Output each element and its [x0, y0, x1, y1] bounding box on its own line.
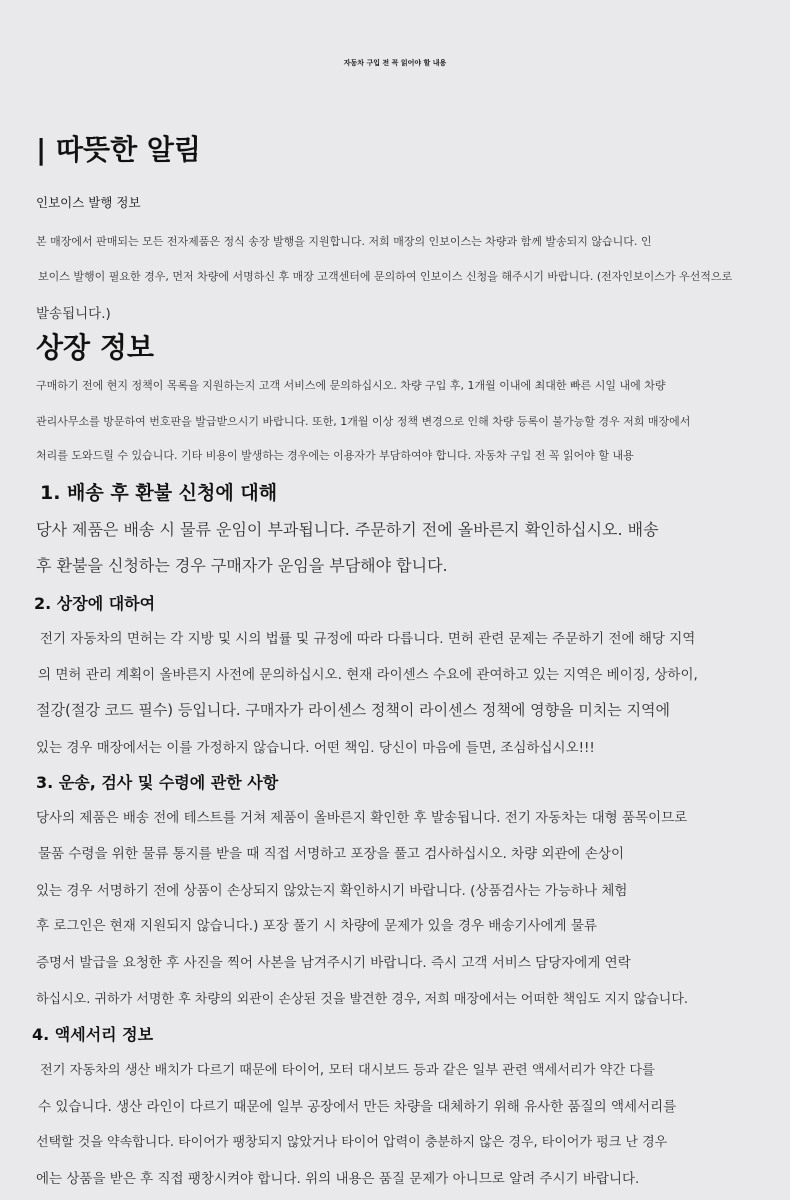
notice-heading: | 따뜻한 알림	[36, 133, 201, 166]
section-line: 증명서 발급을 요청한 후 사진을 찍어 사본을 남겨주시기 바랍니다. 즉시 고객 서비스 담당자에게 연락	[36, 955, 631, 971]
section-line: 당사의 제품은 배송 전에 테스트를 거쳐 제품이 올바른지 확인한 후 발송됩니다. 전기 자동차는 대형 품목이므로	[36, 810, 688, 826]
registration-line: 처리를 도와드릴 수 있습니다. 기타 비용이 발생하는 경우에는 이용자가 부담하여야 합니다. 자동차 구입 전 꼭 읽어야 할 내용	[36, 449, 634, 462]
registration-line: 관리사무소를 방문하여 번호판을 발급받으시기 바랍니다. 또한, 1개월 이상 정책 변경으로 인해 차량 등록이 불가능할 경우 저희 매장에서	[36, 415, 691, 428]
section-line: 에는 상품을 받은 후 직접 팽창시켜야 합니다. 위의 내용은 품질 문제가 아니므로 알려 주시기 바랍니다.	[36, 1171, 640, 1187]
notice-line: 발송됩니다.)	[36, 306, 111, 322]
section-line: 의 면허 관리 계획이 올바른지 사전에 문의하십시오. 현재 라이센스 수요에 관여하고 있는 지역은 베이징, 상하이,	[38, 667, 698, 683]
section-line: 당사 제품은 배송 시 물류 운임이 부과됩니다. 주문하기 전에 올바른지 확인하십시오. 배송	[36, 520, 659, 539]
section-heading: 1. 배송 후 환불 신청에 대해	[40, 482, 278, 504]
section-line: 전기 자동차의 면허는 각 지방 및 시의 법률 및 규정에 따라 다릅니다. 면허 관련 문제는 주문하기 전에 해당 지역	[40, 631, 696, 647]
section-line: 전기 자동차의 생산 배치가 다르기 때문에 타이어, 모터 대시보드 등과 같은 일부 관련 액세서리가 약간 다를	[40, 1063, 655, 1078]
section-line: 물품 수령을 위한 물류 통지를 받을 때 직접 서명하고 포장을 풀고 검사하십시오. 차량 외관에 손상이	[38, 846, 625, 862]
section-line: 수 있습니다. 생산 라인이 다르기 때문에 일부 공장에서 만든 차량을 대체하기 위해 유사한 품질의 액세서리를	[38, 1099, 677, 1115]
section-line: 하십시오. 귀하가 서명한 후 차량의 외관이 손상된 것을 발견한 경우, 저희 매장에서는 어떠한 책임도 지지 않습니다.	[36, 992, 689, 1007]
section-heading: 2. 상장에 대하여	[34, 594, 156, 613]
registration-line: 구매하기 전에 현지 정책이 목록을 지원하는지 고객 서비스에 문의하십시오. 차량 구입 후, 1개월 이내에 최대한 빠른 시일 내에 차량	[36, 379, 666, 392]
section-line: 후 환불을 신청하는 경우 구매자가 운임을 부담해야 합니다.	[36, 556, 448, 575]
notice-line: 본 매장에서 판매되는 모든 전자제품은 정식 송장 발행을 지원합니다. 저희 매장의 인보이스는 차량과 함께 발송되지 않습니다. 인	[36, 235, 652, 248]
notice-line: 보이스 발행이 필요한 경우, 먼저 차량에 서명하신 후 매장 고객센터에 문의하여 인보이스 신청을 해주시기 바랍니다. (전자인보이스가 우선적으로	[38, 270, 733, 283]
section-line: 후 로그인은 현재 지원되지 않습니다.) 포장 풀기 시 차량에 문제가 있을 경우 배송기사에게 물류	[36, 918, 597, 934]
section-line: 있는 경우 매장에서는 이를 가정하지 않습니다. 어떤 책임. 당신이 마음에 들면, 조심하십시오!!!	[36, 740, 595, 756]
section-line: 절강(절강 코드 필수) 등입니다. 구매자가 라이센스 정책이 라이센스 정책에 영향을 미치는 지역에	[36, 701, 671, 719]
invoice-subheading: 인보이스 발행 정보	[36, 195, 141, 210]
section-heading: 4. 액세서리 정보	[32, 1025, 154, 1044]
section-line: 선택할 것을 약속합니다. 타이어가 팽창되지 않았거나 타이어 압력이 충분하지 않은 경우, 타이어가 펑크 난 경우	[36, 1135, 668, 1150]
section-line: 있는 경우 서명하기 전에 상품이 손상되지 않았는지 확인하시기 바랍니다. (상품검사는 가능하나 체험	[36, 883, 628, 899]
document-title: 자동차 구입 전 꼭 읽어야 할 내용	[343, 59, 447, 67]
section-heading: 3. 운송, 검사 및 수령에 관한 사항	[36, 773, 279, 792]
registration-heading: 상장 정보	[36, 331, 154, 364]
